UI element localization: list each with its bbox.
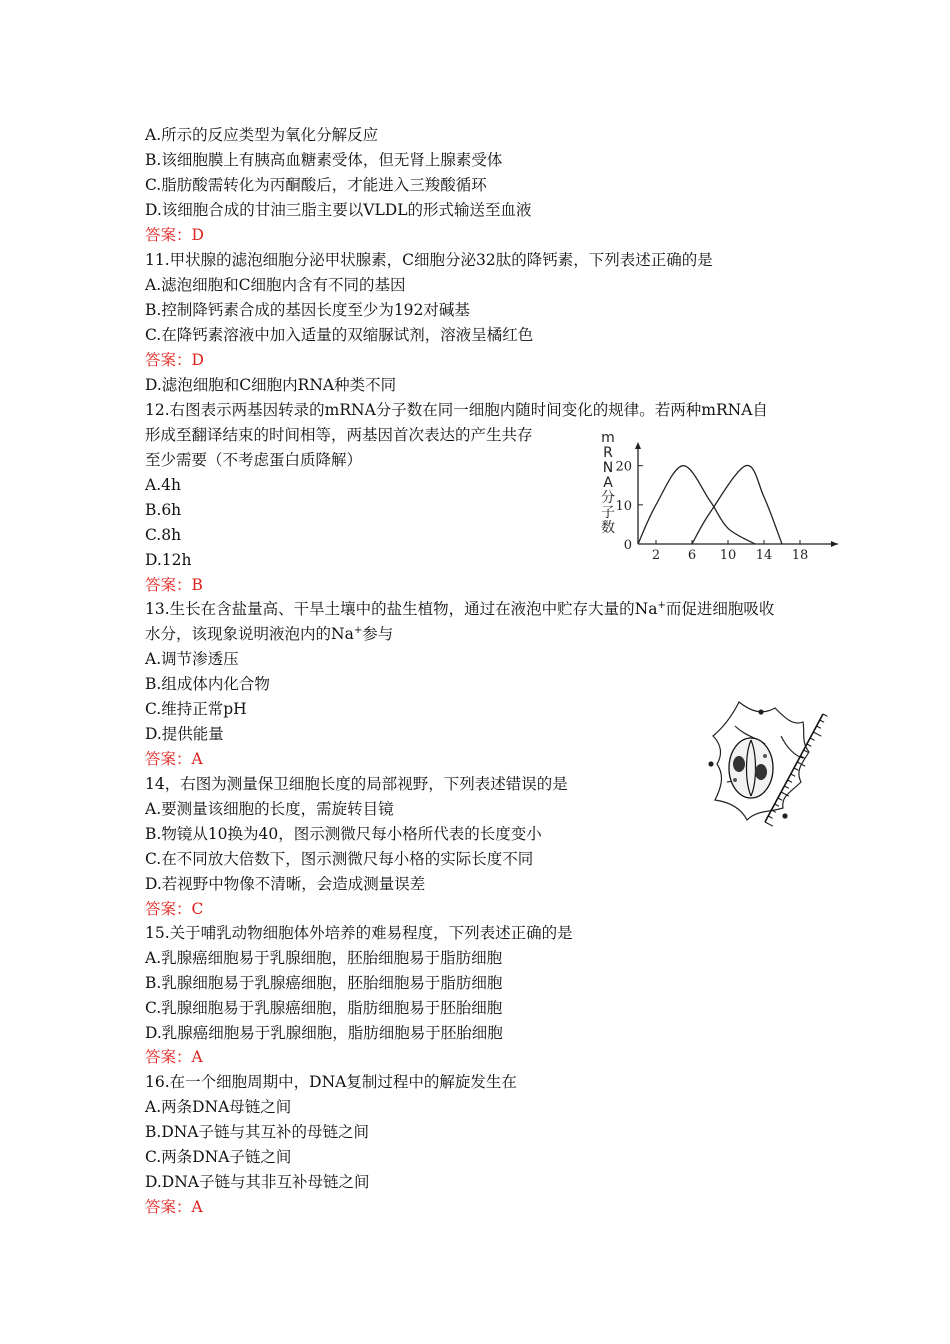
micrometer-tick <box>820 720 824 722</box>
q14-stem: 14，右图为测量保卫细胞长度的局部视野，下列表述错误的是 <box>145 775 568 793</box>
series-1-line <box>638 466 755 544</box>
q13-option-c: C.维持正常pH <box>145 700 247 718</box>
q16-option-d: D.DNA子链与其非互补母链之间 <box>145 1173 370 1191</box>
q16-answer: 答案：A <box>145 1198 203 1216</box>
chart-ylabel <box>601 430 615 536</box>
y-tick-label: 20 <box>615 459 632 475</box>
mrna-chart <box>592 428 848 574</box>
q12-stem-line-2: 形成至翻译结束的时间相等，两基因首次表达的产生共存 <box>145 426 533 444</box>
q13-answer: 答案：A <box>145 750 203 768</box>
chart-ylabel-char: m <box>601 430 615 446</box>
q15-option-a: A.乳腺癌细胞易于乳腺细胞，胚胎细胞易于脂肪细胞 <box>145 949 503 967</box>
x-tick-label: 18 <box>791 548 809 563</box>
micrometer-tick <box>823 714 827 716</box>
q14-option-b: B.物镜从10换为40，图示测微尺每小格所代表的长度变小 <box>145 825 542 843</box>
q15-stem: 15.关于哺乳动物细胞体外培养的难易程度，下列表述正确的是 <box>145 924 573 942</box>
q15-answer: 答案：A <box>145 1048 203 1066</box>
micrometer-tick <box>784 786 788 788</box>
micrometer-tick <box>778 798 782 800</box>
particle-dot <box>782 813 787 818</box>
y-tick-label: 10 <box>615 498 632 514</box>
x-tick-label: 14 <box>755 548 773 563</box>
chart-ylabel-char: 分 <box>601 490 615 506</box>
q12-option-c: C.8h <box>145 526 182 544</box>
micrometer-tick <box>791 774 795 776</box>
micrometer-tick <box>794 768 798 770</box>
y-axis-arrow <box>635 442 641 449</box>
micrometer-tick <box>768 816 772 818</box>
micrometer-tick <box>775 804 779 806</box>
micrometer-tick <box>765 822 773 826</box>
x-tick-label: 6 <box>687 548 697 563</box>
q16-option-b: B.DNA子链与其互补的母链之间 <box>145 1123 370 1141</box>
particle-dot <box>758 709 763 714</box>
chart-ylabel-char: 子 <box>601 505 615 521</box>
x-tick-label: 10 <box>719 548 737 563</box>
chart-ylabel-char: 数 <box>601 520 615 536</box>
q16-option-c: C.两条DNA子链之间 <box>145 1148 292 1166</box>
y-tick-label: 0 <box>623 538 632 553</box>
x-axis-arrow <box>831 541 838 547</box>
chart-series <box>638 465 782 544</box>
q16-option-a: A.两条DNA母链之间 <box>145 1098 292 1116</box>
chart-axes <box>635 442 838 547</box>
q15-option-c: C.乳腺细胞易于乳腺癌细胞，脂肪细胞易于胚胎细胞 <box>145 999 503 1017</box>
x-tick-label: 2 <box>651 548 661 563</box>
chart-ylabel-char: A <box>603 475 613 491</box>
q12-option-d: D.12h <box>145 551 192 569</box>
q12-answer: 答案：B <box>145 576 203 594</box>
q13-stem-line-2: 水分，该现象说明液泡内的Na+参与 <box>145 624 394 643</box>
q12-stem-line-1: 12.右图表示两基因转录的mRNA分子数在同一细胞内随时间变化的规律。若两种mRNA自 <box>145 401 768 419</box>
micrometer-scale <box>765 714 827 826</box>
micrometer-tick <box>807 744 811 746</box>
q12-option-b: B.6h <box>145 501 182 519</box>
series-2-line <box>692 465 782 544</box>
q10-option-d: D.该细胞合成的甘油三脂主要以VLDL的形式输送至血液 <box>145 201 532 219</box>
q10-option-b: B.该细胞膜上有胰高血糖素受体，但无肾上腺素受体 <box>145 151 503 169</box>
q11-stem: 11.甲状腺的滤泡细胞分泌甲状腺素，C细胞分泌32肽的降钙素，下列表述正确的是 <box>145 251 713 269</box>
q13-option-a: A.调节渗透压 <box>145 650 239 668</box>
q11-option-c: C.在降钙素溶液中加入适量的双缩脲试剂，溶液呈橘红色 <box>145 326 534 344</box>
q15-option-b: B.乳腺细胞易于乳腺癌细胞，胚胎细胞易于脂肪细胞 <box>145 974 503 992</box>
q12-option-a: A.4h <box>145 476 181 494</box>
guard-cell-pair <box>729 738 773 798</box>
micrometer-tick <box>810 738 814 740</box>
chart-ylabel-char: N <box>602 460 614 476</box>
q15-option-d: D.乳腺癌细胞易于乳腺细胞，脂肪细胞易于胚胎细胞 <box>145 1024 503 1042</box>
micrometer-tick <box>788 780 792 782</box>
q10-answer: 答案：D <box>145 226 204 244</box>
chart-ylabel-char: R <box>603 445 613 461</box>
q11-option-b: B.控制降钙素合成的基因长度至少为192对碱基 <box>145 301 470 319</box>
q14-option-d: D.若视野中物像不清晰，会造成测量误差 <box>145 875 426 893</box>
q11-answer: 答案：D <box>145 351 204 369</box>
q10-option-a: A.所示的反应类型为氧化分解反应 <box>145 126 379 144</box>
q11-option-d: D.滤泡细胞和C细胞内RNA种类不同 <box>145 376 397 394</box>
q13-option-d: D.提供能量 <box>145 725 224 743</box>
q13-option-b: B.组成体内化合物 <box>145 675 270 693</box>
q13-stem-line-1: 13.生长在含盐量高、干旱土壤中的盐生植物，通过在液泡中贮存大量的Na+而促进细胞吸收 <box>145 599 775 618</box>
q10-option-c: C.脂肪酸需转化为丙酮酸后，才能进入三羧酸循环 <box>145 176 487 194</box>
q14-option-c: C.在不同放大倍数下，图示测微尺每小格的实际长度不同 <box>145 850 534 868</box>
chart-y-ticks <box>615 460 643 553</box>
guard-cell-figure <box>705 696 845 836</box>
q14-answer: 答案：C <box>145 900 204 918</box>
q14-option-a: A.要测量该细胞的长度，需旋转目镜 <box>145 800 394 818</box>
q11-option-a: A.滤泡细胞和C细胞内含有不同的基因 <box>145 276 406 294</box>
micrometer-tick <box>817 726 821 728</box>
particle-dot <box>708 761 713 766</box>
q16-stem: 16.在一个细胞周期中，DNA复制过程中的解旋发生在 <box>145 1073 517 1091</box>
q12-stem-line-3: 至少需要（不考虑蛋白质降解） <box>145 451 363 469</box>
micrometer-tick <box>813 732 821 736</box>
